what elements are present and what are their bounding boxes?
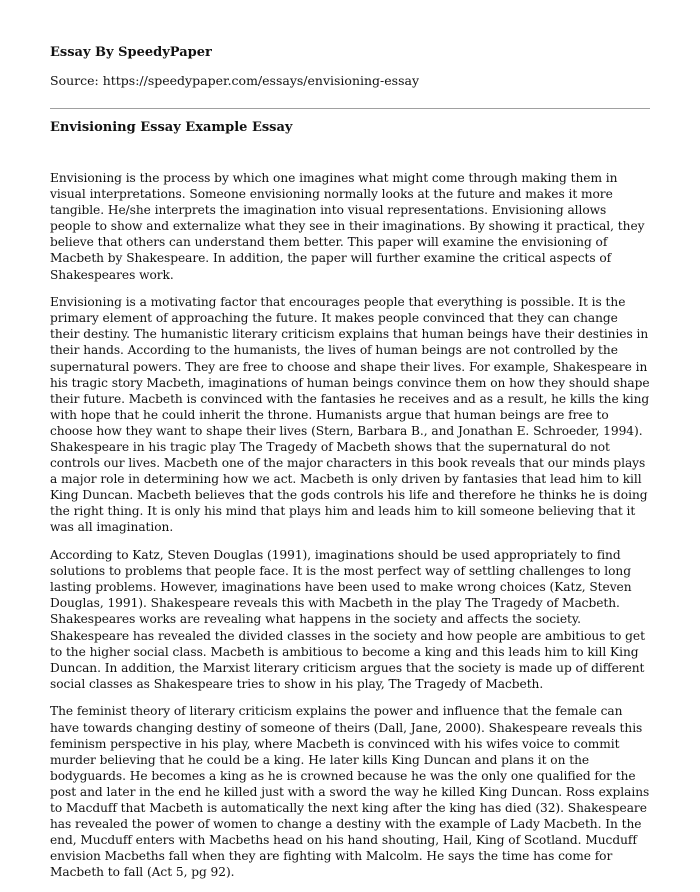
essay-title: Envisioning Essay Example Essay	[50, 120, 293, 135]
paragraph: Envisioning is a motivating factor that encourages people that everything is possible. It is the primary element of approaching the future. It makes people convinced that they can change their destiny. The humanistic literary criticism explains that human beings have their destinies in their hands. According to the humanists, the lives of human beings are not controlled by the supernatural powers. They are free to choose and shape their lives. For example, Shakespeare in his tragic story Macbeth, imaginations of human beings convince them on how they should shape their future. Macbeth is convinced with the fantasies he receives and as a result, he kills the king with hope that he could inherit the throne. Humanists argue that human beings are free to choose how they want to shape their lives (Stern, Barbara B., and Jonathan E. Schroeder, 1994). Shakespeare in his tragic play The Tragedy of Macbeth shows that the supernatural do not controls our lives. Macbeth one of the major characters in this book reveals that our minds plays a major role in determining how we act. Macbeth is only driven by fantasies that lead him to kill King Duncan. Macbeth believes that the gods controls his life and therefore he thinks he is doing the right thing. It is only his mind that plays him and leads him to kill someone believing that it was all imagination.	[50, 295, 650, 535]
header-divider	[50, 108, 650, 109]
essay-body	[50, 170, 650, 892]
paragraph: Envisioning is the process by which one imagines what might come through making them in visual interpretations. Someone envisioning normally looks at the future and makes it more tangible. He/she interprets the imagination into visual representations. Envisioning allows people to show and externalize what they see in their imaginations. By showing it practical, they believe that others can understand them better. This paper will examine the envisioning of Macbeth by Shakespeare. In addition, the paper will further examine the critical aspects of Shakespeares work.	[50, 171, 645, 282]
document-title: Essay By SpeedyPaper	[50, 45, 212, 60]
source-line: Source: https://speedypaper.com/essays/envisioning-essay	[50, 73, 420, 88]
paragraph: According to Katz, Steven Douglas (1991), imaginations should be used appropriately to find solutions to problems that people face. It is the most perfect way of settling challenges to long lasting problems. However, imaginations have been used to make wrong choices (Katz, Steven Douglas, 1991). Shakespeare reveals this with Macbeth in the play The Tragedy of Macbeth. Shakespeares works are revealing what happens in the society and affects the society. Shakespeare has revealed the divided classes in the society and how people are ambitious to get to the higher social class. Macbeth is ambitious to become a king and this leads him to kill King Duncan. In addition, the Marxist literary criticism argues that the society is made up of different social classes as Shakespeare tries to show in his play, The Tragedy of Macbeth.	[50, 548, 645, 691]
paragraph: The feminist theory of literary criticism explains the power and influence that the female can have towards changing destiny of someone of theirs (Dall, Jane, 2000). Shakespeare reveals this feminism perspective in his play, where Macbeth is convinced with his wifes voice to commit murder believing that he could be a king. He later kills King Duncan and plans it on the bodyguards. He becomes a king as he is crowned because he was the only one qualified for the post and later in the end he killed just with a sword the way he killed King Duncan. Ross explains to Macduff that Macbeth is automatically the next king after the king has died (32). Shakespeare has revealed the power of women to change a destiny with the example of Lady Macbeth. In the end, Mucduff enters with Macbeths head on his hand shouting, Hail, King of Scotland. Mucduff envision Macbeths fall when they are fighting with Malcolm. He says the time has come for Macbeth to fall (Act 5, pg 92).	[50, 704, 650, 880]
